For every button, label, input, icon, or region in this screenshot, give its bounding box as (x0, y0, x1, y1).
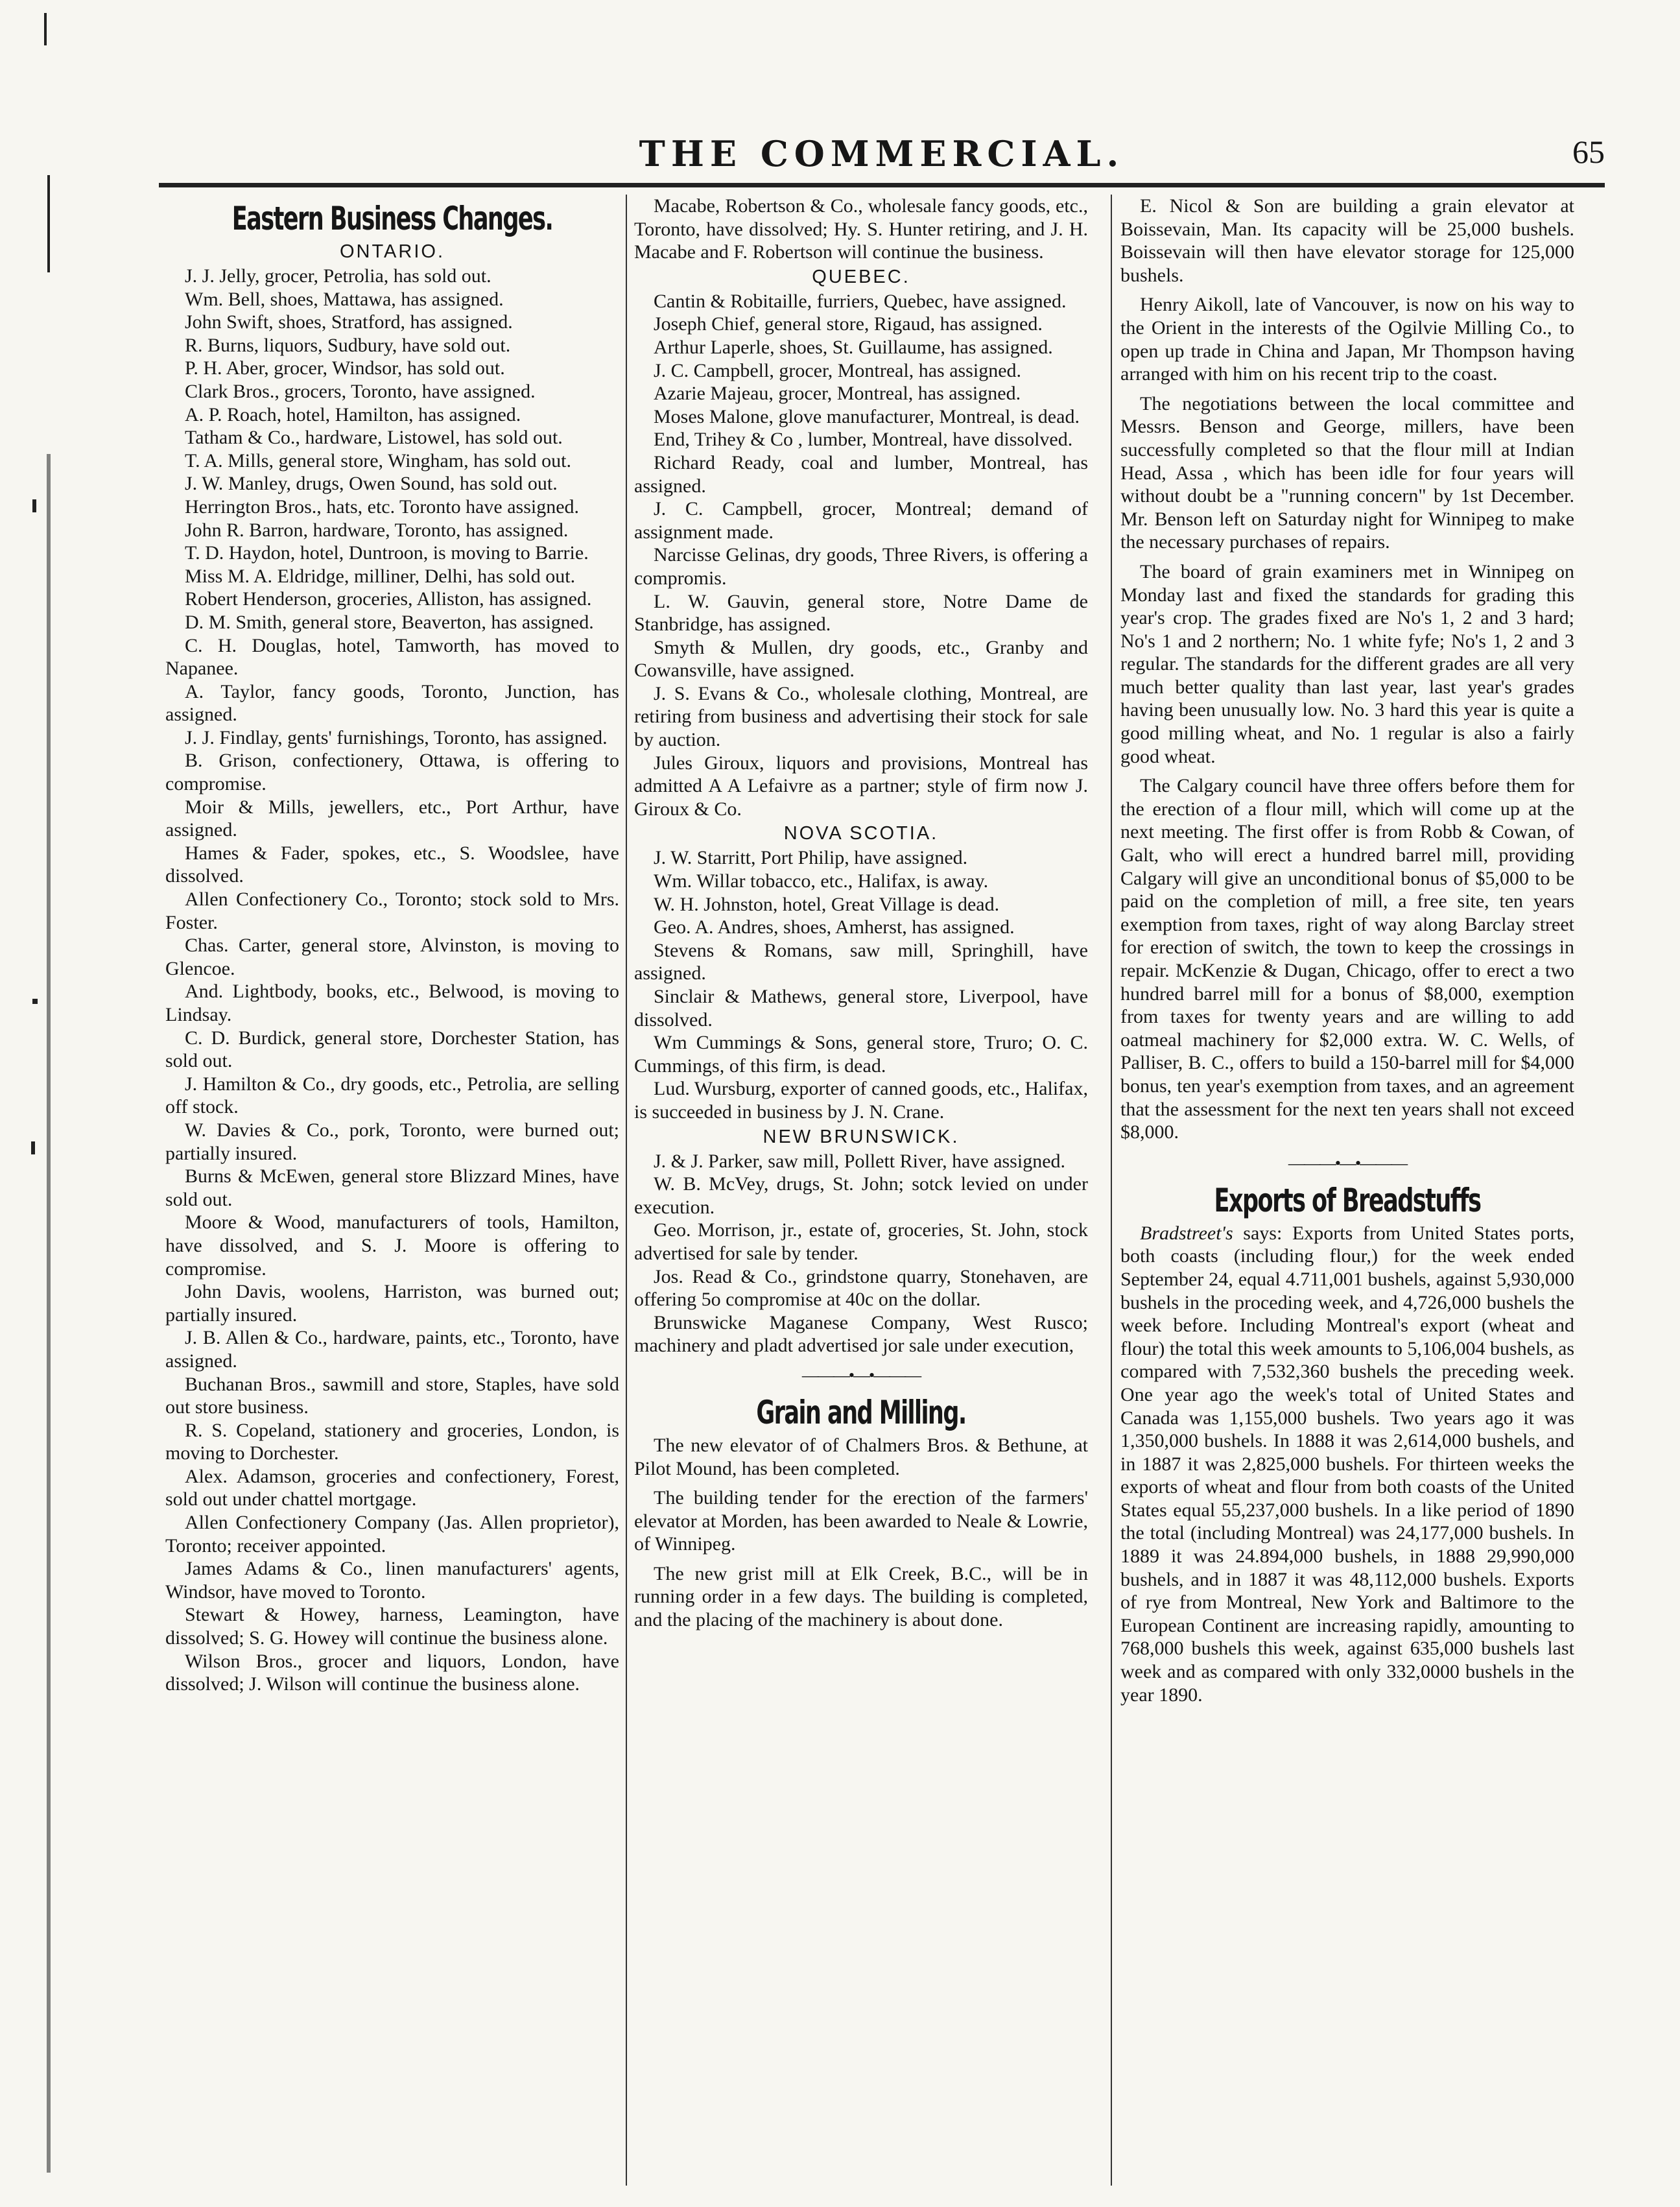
exports-lead: Bradstreet's (1140, 1222, 1233, 1244)
business-change-entry: John Swift, shoes, Stratford, has assigned. (185, 311, 513, 333)
grain-paragraph: The Calgary council have three offers before them for the erection of a flour mill, which will come up at the next meeting. The first offer is from Robb & Cowan, of Galt, who will erect a hundred barrel mill, providing Calgary will give an unconditional bonus of $5,000 to be paid on the completion of mill, a free site, ten years exemption from taxes, right of way along Barclay street for erection of switch, the town to keep the crossings in repair. McKenzie & Dugan, Chicago, offer to erect a two hundred barrel mill for a bonus of $8,000, exemption from taxes for twenty years and are willing to add oatmeal machinery for $2,000 extra. W. C. Wells, of Palliser, B. C., offers to build a 150-barrel mill for $4,000 bonus, ten year's exemption from taxes, and an agreement that the assessment for the next ten years shall not exceed $8,000. (1120, 775, 1574, 1143)
business-change-entry: C. H. Douglas, hotel, Tamworth, has moved to Napanee. (165, 634, 619, 680)
business-change-entry: Jules Giroux, liquors and provisions, Montreal has admitted A A Lefaivre as a partner; style of firm now J. Giroux & Co. (634, 752, 1088, 820)
business-change-entry: End, Trihey & Co , lumber, Montreal, have dissolved. (654, 429, 1073, 451)
business-change-entry: James Adams & Co., linen manufacturers' agents, Windsor, have moved to Toronto. (165, 1558, 619, 1603)
business-change-entry: J. C. Campbell, grocer, Montreal, has assigned. (654, 359, 1022, 381)
column-3 (1120, 195, 1574, 2179)
business-change-entry: R. Burns, liquors, Sudbury, have sold out. (185, 334, 511, 356)
section-title-grain: Grain and Milling. (756, 1393, 966, 1431)
business-change-entry: T. A. Mills, general store, Wingham, has sold out. (185, 449, 571, 471)
business-change-entry: Burns & McEwen, general store Blizzard Mines, have sold out. (165, 1165, 619, 1210)
business-change-entry: Alex. Adamson, groceries and confectionery, Forest, sold out under chattel mortgage. (165, 1465, 619, 1510)
masthead: THE COMMERCIAL. (639, 133, 1125, 174)
business-change-entry: Clark Bros., grocers, Toronto, have assigned. (185, 380, 536, 402)
business-change-entry: Richard Ready, coal and lumber, Montreal, has assigned. (634, 451, 1088, 497)
grain-paragraphs-continued (1120, 195, 1574, 1144)
business-change-entry: Stewart & Howey, harness, Leamington, have dissolved; S. G. Howey will continue the business alone. (165, 1604, 619, 1649)
business-change-entry: Sinclair & Mathews, general store, Liverpool, have dissolved. (634, 986, 1088, 1031)
business-change-entry: P. H. Aber, grocer, Windsor, has sold out. (185, 357, 505, 379)
ontario-list (165, 265, 619, 1696)
grain-paragraphs (634, 1434, 1088, 1632)
business-change-entry: Narcisse Gelinas, dry goods, Three Rivers, is offering a compromis. (634, 544, 1088, 589)
business-change-entry: Moir & Mills, jewellers, etc., Port Arthur, have assigned. (165, 796, 619, 841)
business-change-entry: J. & J. Parker, saw mill, Pollett River, have assigned. (654, 1150, 1066, 1172)
business-change-entry: Chas. Carter, general store, Alvinston, is moving to Glencoe. (165, 935, 619, 979)
business-change-entry: R. S. Copeland, stationery and groceries, London, is moving to Dorchester. (165, 1419, 619, 1464)
exports-paragraph (1120, 1222, 1574, 1706)
column-1 (165, 195, 619, 2179)
grain-paragraph: The new grist mill at Elk Creek, B.C., will be in running order in a few days. The building is completed, and the placing of the machinery is about done. (634, 1562, 1088, 1631)
business-change-entry: Wm Cummings & Sons, general store, Truro; O. C. Cummings, of this firm, is dead. (634, 1032, 1088, 1077)
section-title-eastern: Eastern Business Changes. (231, 200, 553, 237)
header-rule (159, 183, 1605, 187)
section-divider: ———•—•——— (1288, 1153, 1407, 1173)
scan-margin-marks (0, 0, 58, 2207)
business-change-entry: J. S. Evans & Co., wholesale clothing, Montreal, are retiring from business and advertising their stock for sale by auction. (634, 682, 1088, 751)
business-change-entry: J. W. Starritt, Port Philip, have assigned. (654, 847, 968, 869)
new-brunswick-list (634, 1150, 1088, 1357)
business-change-entry: Moses Malone, glove manufacturer, Montreal, is dead. (654, 405, 1080, 427)
business-change-entry: Miss M. A. Eldridge, milliner, Delhi, has sold out. (185, 565, 576, 587)
business-change-entry: Stevens & Romans, saw mill, Springhill, have assigned. (634, 939, 1088, 984)
business-change-entry: John Davis, woolens, Harriston, was burned out; partially insured. (165, 1281, 619, 1326)
page-header (159, 133, 1605, 178)
business-change-entry: Wm. Bell, shoes, Mattawa, has assigned. (185, 288, 504, 310)
business-change-entry: W. B. McVey, drugs, St. John; sotck levied on under execution. (634, 1173, 1088, 1218)
business-change-entry: Azarie Majeau, grocer, Montreal, has assigned. (654, 383, 1021, 405)
exports-body: says: Exports from United States ports, both coasts (including flour,) for the week ended September 24, equal 4.711,001 bushels, against 5,930,000 bushels in the proceding week, and 4,726,000 bushels the week before. Including Montreal's export (wheat and flour) the total this week amounts to 5,106,004 bushels, as compared with 7,532,360 bushels the preceding week. One year ago the week's total of United States and Canada was 1,155,000 bushels. Two years ago it was 1,350,000 bushels. In 1888 it was 2,614,000 bushels, and in 1887 it was 2,825,000 bushels. For thirteen weeks the exports of wheat and flour from both coasts of the United States equal 55,237,000 bushels. In a like period of 1890 the total (including Montreal) was 24,177,000 bushels. In 1889 it was 24.894,000 bushels, in 1888 29,990,000 bushels, and in 1887 it was 48,112,000 bushels. Exports of rye from Montreal, New York and Baltimore to the European Continent are increasing rapidly, amounting to 768,000 bushels this week, against 635,000 bushels last week and as compared with only 332,0000 bushels in the year 1890. (1120, 1222, 1574, 1706)
subhead-quebec: QUEBEC. (812, 266, 910, 287)
business-change-entry: A. P. Roach, hotel, Hamilton, has assigned. (185, 403, 521, 425)
business-change-entry: W. H. Johnston, hotel, Great Village is dead. (654, 893, 1000, 915)
grain-paragraph: E. Nicol & Son are building a grain elevator at Boissevain, Man. Its capacity will be 25,000 bushels. Boissevain will then have elevator storage for 125,000 bushels. (1120, 195, 1574, 286)
business-change-entry: Smyth & Mullen, dry goods, etc., Granby and Cowansville, have assigned. (634, 636, 1088, 682)
business-change-entry: J. J. Findlay, gents' furnishings, Toronto, has assigned. (185, 726, 608, 748)
section-divider: ———•—•——— (801, 1365, 921, 1385)
business-change-entry: Macabe, Robertson & Co., wholesale fancy goods, etc., Toronto, have dissolved; Hy. S. Hunter retiring, and J. H. Macabe and F. Robertson will continue the business. (634, 195, 1088, 263)
business-change-entry: D. M. Smith, general store, Beaverton, has assigned. (185, 611, 594, 633)
business-change-entry: Moore & Wood, manufacturers of tools, Hamilton, have dissolved, and S. J. Moore is offering to compromise. (165, 1211, 619, 1280)
page-number: 65 (1572, 134, 1605, 170)
business-change-entry: C. D. Burdick, general store, Dorchester Station, has sold out. (165, 1027, 619, 1072)
column-divider (626, 195, 627, 2186)
business-change-entry: J. W. Manley, drugs, Owen Sound, has sold out. (185, 473, 558, 495)
business-change-entry: Geo. A. Andres, shoes, Amherst, has assigned. (654, 916, 1015, 938)
business-change-entry: J. Hamilton & Co., dry goods, etc., Petrolia, are selling off stock. (165, 1073, 619, 1118)
business-change-entry: Tatham & Co., hardware, Listowel, has sold out. (185, 427, 563, 449)
business-change-entry: L. W. Gauvin, general store, Notre Dame de Stanbridge, has assigned. (634, 590, 1088, 636)
subhead-nova-scotia: NOVA SCOTIA. (783, 823, 939, 844)
business-change-entry: Wilson Bros., grocer and liquors, London, have dissolved; J. Wilson will continue the business alone. (165, 1650, 619, 1695)
section-title-exports: Exports of Breadstuffs (1214, 1181, 1481, 1219)
grain-paragraph: The new elevator of of Chalmers Bros. & Bethune, at Pilot Mound, has been completed. (634, 1434, 1088, 1479)
business-change-entry: John R. Barron, hardware, Toronto, has assigned. (185, 519, 569, 541)
business-change-entry: Joseph Chief, general store, Rigaud, has assigned. (654, 313, 1043, 335)
business-change-entry: Cantin & Robitaille, furriers, Quebec, have assigned. (654, 290, 1067, 312)
business-change-entry: Brunswicke Maganese Company, West Rusco; machinery and pladt advertised jor sale under execution, (634, 1311, 1088, 1357)
business-change-entry: Hames & Fader, spokes, etc., S. Woodslee, have dissolved. (165, 842, 619, 887)
business-change-entry: J. B. Allen & Co., hardware, paints, etc., Toronto, have assigned. (165, 1327, 619, 1372)
grain-paragraph: The negotiations between the local committee and Messrs. Benson and George, millers, have been successfully completed so that the flour mill at Indian Head, Assa , which has been idle for four years will without doubt be a "running concern" by 1st December. Mr. Benson left on Saturday night for Winnipeg to make the necessary purchases of repairs. (1120, 392, 1574, 553)
nova-scotia-list (634, 846, 1088, 1123)
business-change-entry: Allen Confectionery Company (Jas. Allen proprietor), Toronto; receiver appointed. (165, 1512, 619, 1557)
business-change-entry: Arthur Laperle, shoes, St. Guillaume, has assigned. (654, 336, 1053, 358)
subhead-new-brunswick: NEW BRUNSWICK. (763, 1126, 960, 1147)
business-change-entry: Allen Confectionery Co., Toronto; stock sold to Mrs. Foster. (165, 889, 619, 933)
subhead-ontario: ONTARIO. (339, 241, 445, 262)
grain-paragraph: Henry Aikoll, late of Vancouver, is now on his way to the Orient in the interests of the Ogilvie Milling Co., to open up trade in China and Japan, Mr Thompson having arranged with him on his recent trip to the coast. (1120, 294, 1574, 385)
business-change-entry: W. Davies & Co., pork, Toronto, were burned out; partially insured. (165, 1119, 619, 1164)
business-change-entry: Lud. Wursburg, exporter of canned goods, etc., Halifax, is succeeded in business by J. N. Crane. (634, 1078, 1088, 1123)
quebec-list (634, 290, 1088, 821)
business-change-entry: T. D. Haydon, hotel, Duntroon, is moving to Barrie. (185, 542, 589, 564)
column-2 (634, 195, 1088, 2179)
business-change-entry: Robert Henderson, groceries, Alliston, has assigned. (185, 588, 592, 610)
business-change-entry: Herrington Bros., hats, etc. Toronto have assigned. (185, 495, 580, 518)
column-divider (1111, 195, 1112, 2186)
business-change-entry: B. Grison, confectionery, Ottawa, is offering to compromise. (165, 750, 619, 795)
business-change-entry: Wm. Willar tobacco, etc., Halifax, is away. (654, 870, 989, 892)
grain-paragraph: The building tender for the erection of the farmers' elevator at Morden, has been awarded to Neale & Lowrie, of Winnipeg. (634, 1487, 1088, 1555)
business-change-entry: Buchanan Bros., sawmill and store, Staples, have sold out store business. (165, 1373, 619, 1418)
business-change-entry: J. C. Campbell, grocer, Montreal; demand of assignment made. (634, 498, 1088, 543)
business-change-entry: And. Lightbody, books, etc., Belwood, is moving to Lindsay. (165, 981, 619, 1025)
grain-paragraph: The board of grain examiners met in Winnipeg on Monday last and fixed the standards for grading this year's crop. The grades fixed are No's 1, 2 and 3 hard; No's 1 and 2 northern; No. 1 white fyfe; No's 1, 2 and 3 regular. The standards for the different grades are all very much better quality than last year, last year's grades having been unusually low. No. 3 hard this year is quite a good milling wheat, and No. 1 regular is also a fairly good wheat. (1120, 560, 1574, 767)
business-change-entry: Jos. Read & Co., grindstone quarry, Stonehaven, are offering 5o compromise at 40c on the dollar. (634, 1265, 1088, 1311)
business-change-entry: A. Taylor, fancy goods, Toronto, Junction, has assigned. (165, 680, 619, 726)
business-change-entry: Geo. Morrison, jr., estate of, groceries, St. John, stock advertised for sale by tender. (634, 1219, 1088, 1264)
ontario-list-continued (634, 195, 1088, 264)
business-change-entry: J. J. Jelly, grocer, Petrolia, has sold out. (185, 265, 491, 287)
